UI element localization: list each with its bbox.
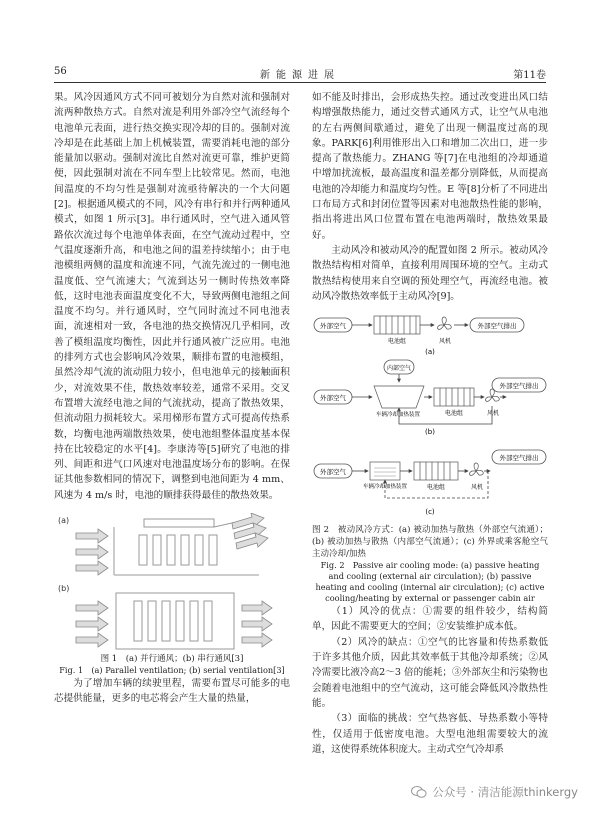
parallel-cells bbox=[139, 535, 217, 565]
exhaust-label-c: 外部空气排出 bbox=[499, 454, 539, 463]
figure-2-panel-c bbox=[314, 450, 546, 516]
watermark bbox=[411, 784, 578, 800]
figure-1 bbox=[54, 513, 290, 653]
battery-pack-label-a: 电池组 bbox=[387, 338, 407, 346]
inner-air-label-b: 内部空气 bbox=[386, 365, 412, 373]
wechat-icon bbox=[411, 785, 427, 799]
inflow-arrows-a bbox=[76, 529, 108, 575]
outside-air-label-c: 外部空气 bbox=[320, 468, 346, 477]
heater-label-c: 车辆冷却加热装置 bbox=[362, 484, 408, 491]
right-paragraph-1: 如不能及时排出，会形成热失控。通过改变进出风口结构增强散热能力，通过交替式通风方式，让空气从电池的左右两侧间歇通过，避免了出现一侧温度过高的现象。PARK[6]利用锥形出入口和增加二次出口，进一步提高了散热能力。ZHANG 等[7]在电池组的冷却通道中增加扰流板，最高温度和温差都分别降低，从而提高电池的冷却能力和温度均匀性。E 等[8]分析了不同进出口布局方式和封闭位置等因素对电池散热性能的影响，指出将进出风口位置布置在电池两端时，散热效果最好。 bbox=[312, 92, 548, 241]
serial-ventilation-diagram bbox=[116, 593, 234, 649]
right-paragraph-3: （1）风冷的优点：①需要的组件较少，结构简单，因此不需要更大的空间；②安装维护成本低。 bbox=[312, 606, 548, 633]
panel-label-a: (a) bbox=[425, 348, 435, 357]
exhaust-label-b: 外部空气排出 bbox=[499, 382, 539, 391]
left-paragraph-1: 果。风冷因通风方式不同可被划分为自然对流和强制对流两种散热方式。自然对流是利用外部冷空气流经每个电池单元表面，进行热交换实现冷却的目的。强制对流冷却是在此基础上加上机械装置，需要消耗电池的部分能量加以驱动。强制对流比自然对流更可靠，维护更简便，因此强制对流在不同车型上比较常见。然而，电池间温度的不均匀性是强制对流亟待解决的一个大问题[2]。根据通风模式的不同，风冷有串行和并行两种通风模式，如图 1 所示[3]。串行通风时，空气进入通风管路依次流过每个电池单体表面，在空气流动过程中，空气温度逐渐升高，和电池之间的温差持续缩小；由于电池模组两侧的温度和流速不同，气流先流过的一侧电池温度低、空气流速大；气流到达另一侧时传热效率降低，这时电池表面温度变化不大，导致两侧电池组之间温度不均匀。并行通风时，空气同时流过不同电池表面，流速相对一致，各电池的热交换情况几乎相同，改善了模组温度均衡性，因此并行通风被广泛应用。电池的排列方式也会影响风冷效果，顺排布置的电池模组，虽然冷却气流的流动阻力较小，但电池单元的接触面积少，对流效果不佳，散热效率较差，通常不采用。交叉布置增大流经电池之间的气流扰动，提高了散热效果，但流动阻力损耗较大。采用梯形布置方式可提高传热系数，均衡电池两端散热效果，使电池组整体温度基本保持在比较稳定的水平[4]。李康涛等[5]研究了电池的排列、间距和进气口风速对电池温度场分布的影响。在保证其他参数相同的情况下，调整到电池间距为 4 mm、风速为 4 m/s 时，电池的顺排获得最佳的散热效果。 bbox=[54, 92, 290, 501]
right-column bbox=[312, 90, 548, 757]
figure-2 bbox=[312, 312, 548, 524]
fan-label-b: 风机 bbox=[486, 410, 500, 418]
figure-2-caption-en: Fig. 2 Passive air cooling mode: (a) passive heating and cooling (external air circulation); (b) passive heating and cooling (internal air circulation); (c) active cooling/heating by external or passenger cabin air bbox=[315, 560, 545, 604]
figure-1-label-a: (a) bbox=[58, 516, 70, 526]
battery-pack-b bbox=[434, 388, 474, 406]
fan-label-c: 风机 bbox=[470, 484, 484, 492]
figure-2-panel-a bbox=[314, 316, 524, 356]
outflow-arrows-b bbox=[242, 601, 272, 647]
right-paragraph-5: （3）面临的挑战：空气热容低、导热系数小等特性，仅适用于低密度电池。大型电池组需要较大的流道，这使得系统体积庞大。主动式空气冷却系 bbox=[312, 713, 548, 755]
figure-2-panel-b bbox=[314, 360, 546, 436]
battery-pack-a bbox=[374, 316, 420, 334]
fan-label-a: 风机 bbox=[438, 338, 452, 346]
journal-name: 新能源进展 bbox=[260, 70, 340, 81]
figure-1-diagram bbox=[54, 513, 290, 653]
running-header bbox=[54, 64, 546, 83]
battery-pack-c bbox=[414, 462, 458, 480]
left-column bbox=[54, 90, 290, 707]
top-duct bbox=[144, 519, 214, 527]
panel-label-c: (c) bbox=[425, 508, 435, 517]
figure-1-caption-en: Fig. 1 (a) Parallel ventilation; (b) serial ventilation[3] bbox=[59, 665, 285, 676]
battery-pack-label-b: 电池组 bbox=[444, 410, 464, 418]
figure-2-diagram bbox=[312, 312, 548, 524]
exhaust-label-a: 外部空气排出 bbox=[477, 322, 517, 331]
left-paragraph-2: 为了增加车辆的续驶里程，需要布置尽可能多的电芯提供能量，更多的电芯将会产生大量的热量， bbox=[54, 678, 290, 705]
heater-unit-b bbox=[374, 386, 424, 408]
right-paragraph-4: （2）风冷的缺点：①空气的比容量和传热系数低于许多其他介质，因此其效率低于其他冷却系统；②风冷需要比液冷高2～3 倍的能耗；③外部灰尘和污染物也会随着电池组中的空气流动，这可能会降低风冷散热性能。 bbox=[312, 636, 548, 709]
fan-icon bbox=[469, 463, 483, 475]
figure-1-caption-cn: 图 1 (a) 并行通风；(b) 串行通风[3] bbox=[100, 654, 244, 665]
figure-1-label-b: (b) bbox=[58, 584, 70, 594]
figure-2-caption-cn: 图 2 被动风冷方式：(a) 被动加热与散热（外部空气流通）；(b) 被动加热与散热（内部空气流通）；(c) 外界或乘客舱空气主动冷却/加热 bbox=[312, 525, 548, 560]
page-number: 56 bbox=[54, 66, 67, 77]
panel-label-b: (b) bbox=[425, 428, 435, 437]
heater-unit-c bbox=[370, 462, 400, 480]
outside-air-label-a: 外部空气 bbox=[320, 322, 346, 331]
fan-icon bbox=[437, 317, 451, 329]
right-paragraph-2: 主动风冷和被动风冷的配置如图 2 所示。被动风冷散热结构相对简单，直接利用周围环境的空气。主动式散热结构使用来自空调的预处理空气，再流经电池。被动风冷散热效率低于主动风冷[9]。 bbox=[312, 244, 548, 302]
inflow-arrows-b bbox=[76, 601, 108, 647]
outside-air-label-b: 外部空气 bbox=[320, 394, 346, 403]
battery-pack-label-c: 电池组 bbox=[426, 484, 446, 492]
heater-label-b: 车辆冷却加热装置 bbox=[375, 412, 421, 419]
watermark-text: 公众号 · 清洁能源thinkergy bbox=[432, 785, 578, 799]
volume-label: 第11卷 bbox=[513, 70, 546, 81]
outflow-arrows-a bbox=[232, 513, 268, 549]
